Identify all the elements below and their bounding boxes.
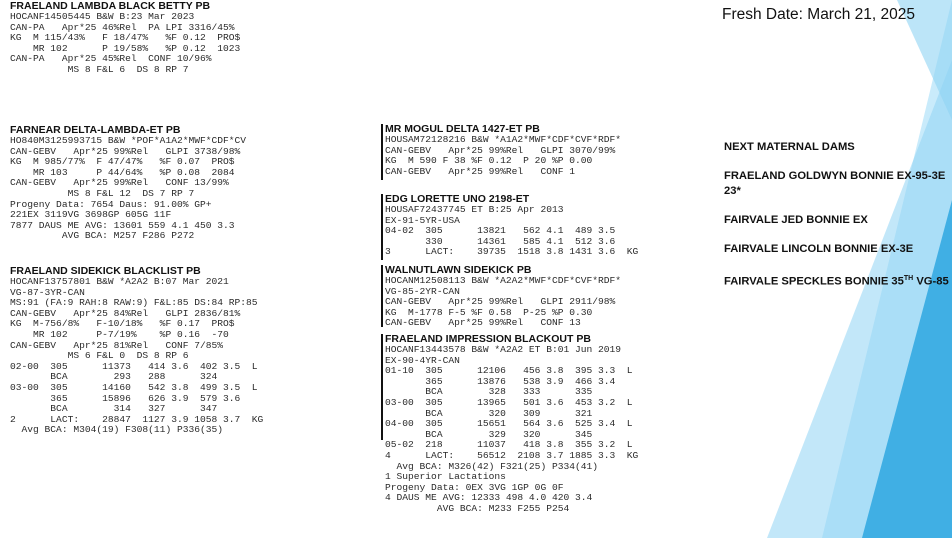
detail-line: KG M 590 F 38 %F 0.12 P 20 %P 0.00	[385, 155, 593, 167]
animal-block-delta-lambda	[10, 124, 246, 242]
detail-line: CAN-PA Apr*25 45%Rel CONF 10/96%	[10, 53, 212, 65]
detail-line: CAN-GEBV Apr*25 99%Rel CONF 1	[385, 165, 575, 177]
animal-block-walnutlawn-sidekick	[385, 264, 621, 329]
detail-line: KG M-756/8% F-10/18% %F 0.17 PRO$	[10, 318, 235, 330]
pedigree-bracket	[381, 124, 383, 180]
detail-line: 221EX 3119VG 3698GP 605G 11F	[10, 209, 172, 221]
detail-line: HOCANF13443578 B&W *A2A2 ET B:01 Jun 2019	[385, 344, 622, 355]
lactation-line: 3 LACT: 39735 1518 3.8 1431 3.6 KG	[385, 246, 639, 258]
lactation-line: 05-02 218 11037 418 3.8 355 3.2 L	[385, 439, 633, 451]
maternal-dam	[724, 242, 950, 257]
detail-line: MR 102 P-7/19% %P 0.16 -70	[10, 328, 229, 340]
lactation-line: 2 LACT: 28847 1127 3.9 1058 3.7 KG	[10, 413, 264, 425]
detail-line: CAN-GEBV Apr*25 84%Rel GLPI 2836/81%	[10, 307, 241, 319]
detail-line: KG M 985/77% F 47/47% %F 0.07 PRO$	[10, 156, 235, 168]
lactation-line: BCA 329 320 345	[385, 428, 593, 440]
lactation-line: 04-00 305 15651 564 3.6 525 3.4 L	[385, 418, 633, 430]
detail-line: Progeny Data: 7654 Daus: 91.00% GP+	[10, 198, 212, 210]
dam-superscript: TH	[903, 275, 914, 282]
detail-line: MR 103 P 44/64% %P 0.08 2084	[10, 166, 235, 178]
lactation-line: 02-00 305 11373 414 3.6 402 3.5 L	[10, 360, 258, 372]
animal-name: WALNUTLAWN SIDEKICK PB	[385, 264, 532, 276]
detail-line: CAN-GEBV Apr*25 99%Rel CONF 13/99%	[10, 177, 229, 189]
detail-line: EX-90-4YR-CAN	[385, 354, 460, 366]
animal-name: FRAELAND IMPRESSION BLACKOUT PB	[385, 333, 591, 345]
pedigree-bracket	[381, 334, 383, 440]
detail-line: HOCANM12508113 B&W *A2A2*MWF*CDF*CVF*RDF*	[385, 275, 622, 286]
detail-line: CAN-PA Apr*25 46%Rel PA LPI 3316/45%	[10, 21, 235, 33]
detail-line: CAN-GEBV Apr*25 99%Rel GLPI 3738/98%	[10, 145, 241, 157]
detail-line: HOUSAF72437745 ET B:25 Apr 2013	[385, 204, 564, 215]
detail-line: HOCANF13757801 B&W *A2A2 B:07 Mar 2021	[10, 276, 229, 287]
lactation-line: 04-02 305 13821 562 4.1 489 3.5	[385, 225, 616, 237]
detail-line: HOCANF14505445 B&W B:23 Mar 2023	[10, 11, 195, 22]
animal-block-lorette-uno	[385, 193, 638, 258]
detail-line: AVG BCA: M257 F286 P272	[10, 230, 195, 242]
lactation-line: 330 14361 585 4.1 512 3.6	[385, 235, 616, 247]
detail-line: HO840M3125993715 B&W *POF*A1A2*MWF*CDF*CV	[10, 135, 247, 146]
lactation-line: BCA 328 333 335	[385, 386, 593, 398]
detail-line: MR 102 P 19/58% %P 0.12 1023	[10, 42, 241, 54]
detail-line: EX-91-5YR-USA	[385, 214, 460, 226]
lactation-line: 365 15896 626 3.9 579 3.6	[10, 392, 241, 404]
maternal-dam	[724, 271, 950, 290]
animal-block-sidekick-blacklist	[10, 265, 263, 436]
detail-line: VG-85-2YR-CAN	[385, 285, 460, 297]
animal-name: FRAELAND LAMBDA BLACK BETTY PB	[10, 0, 211, 12]
detail-line: MS 6 F&L 0 DS 8 RP 6	[10, 350, 189, 362]
maternal-heading: NEXT MATERNAL DAMS	[724, 141, 855, 153]
detail-line: 7877 DAUS ME AVG: 13601 559 4.1 450 3.3	[10, 219, 235, 231]
lactation-line: 03-00 305 13965 501 3.6 453 3.2 L	[385, 396, 633, 408]
lactation-line: 01-10 305 12106 456 3.8 395 3.3 L	[385, 365, 633, 377]
lactation-line: 365 13876 538 3.9 466 3.4	[385, 375, 616, 387]
detail-line: 1 Superior Lactations	[385, 471, 506, 483]
detail-line: HOUSAM72128216 B&W *A1A2*MWF*CDF*CVF*RDF*	[385, 134, 622, 145]
lactation-line: 4 LACT: 56512 2108 3.7 1885 3.3 KG	[385, 449, 639, 461]
detail-line: AVG BCA: M233 F255 P254	[385, 502, 570, 514]
detail-line: MS 8 F&L 6 DS 8 RP 7	[10, 63, 189, 75]
detail-line: CAN-GEBV Apr*25 99%Rel GLPI 3070/99%	[385, 144, 616, 156]
lactation-line: BCA 314 327 347	[10, 403, 218, 415]
pedigree-bracket	[381, 265, 383, 327]
dam-name: FAIRVALE SPECKLES BONNIE 35	[724, 275, 904, 288]
maternal-dam	[724, 169, 950, 199]
pedigree-bracket	[381, 194, 383, 260]
animal-name: FRAELAND SIDEKICK BLACKLIST PB	[10, 265, 201, 277]
lactation-line: Avg BCA: M304(19) F308(11) P336(35)	[10, 424, 224, 436]
detail-line: KG M 115/43% F 18/47% %F 0.12 PRO$	[10, 32, 241, 44]
detail-line: CAN-GEBV Apr*25 81%Rel CONF 7/85%	[10, 339, 224, 351]
maternal-dams-list	[724, 140, 950, 304]
detail-line: CAN-GEBV Apr*25 99%Rel CONF 13	[385, 317, 581, 329]
animal-name: MR MOGUL DELTA 1427-ET PB	[385, 123, 540, 135]
animal-block-mogul-delta	[385, 123, 621, 177]
detail-line: Avg BCA: M326(42) F321(25) P334(41)	[385, 460, 599, 472]
detail-line: CAN-GEBV Apr*25 99%Rel GLPI 2911/98%	[385, 296, 616, 308]
animal-block-impression-blackout	[385, 333, 638, 515]
detail-line: 4 DAUS ME AVG: 12333 498 4.0 420 3.4	[385, 492, 593, 504]
animal-name: EDG LORETTE UNO 2198-ET	[385, 193, 530, 205]
detail-line: VG-87-3YR-CAN	[10, 286, 85, 298]
detail-line: Progeny Data: 0EX 3VG 1GP 0G 0F	[385, 481, 564, 493]
detail-line: MS 8 F&L 12 DS 7 RP 7	[10, 187, 195, 199]
detail-line: MS:91 (FA:9 RAH:8 RAW:9) F&L:85 DS:84 RP:85	[10, 297, 258, 309]
fresh-date: Fresh Date: March 21, 2025	[722, 6, 915, 23]
dam-name: FRAELAND GOLDWYN BONNIE EX-95-3E 23*	[724, 170, 946, 197]
lactation-line: 03-00 305 14160 542 3.8 499 3.5 L	[10, 381, 258, 393]
animal-block-lambda-black-betty	[10, 0, 240, 76]
lactation-line: BCA 293 288 324	[10, 371, 218, 383]
detail-line: KG M-1778 F-5 %F 0.58 P-25 %P 0.30	[385, 306, 593, 318]
lactation-line: BCA 320 309 321	[385, 407, 593, 419]
dam-name: FAIRVALE JED BONNIE EX	[724, 214, 868, 226]
dam-name: FAIRVALE LINCOLN BONNIE EX-3E	[724, 243, 914, 255]
maternal-dam	[724, 213, 950, 228]
dam-classification: VG-85	[913, 275, 949, 288]
animal-name: FARNEAR DELTA-LAMBDA-ET PB	[10, 124, 181, 136]
